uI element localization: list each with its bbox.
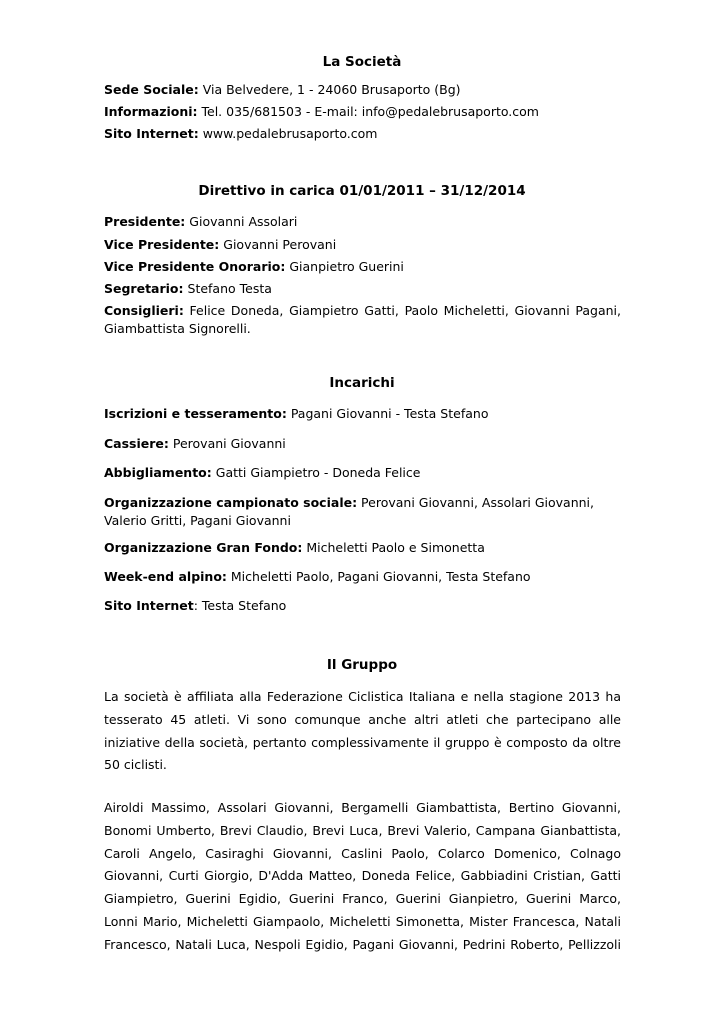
consiglieri-value: Felice Doneda, Giampietro Gatti, Paolo Micheletti, Giovanni Pagani, Giambattista Signorelli.	[104, 303, 621, 336]
presidente-row	[104, 213, 621, 231]
vice-presidente-onorario-value: Gianpietro Guerini	[285, 259, 404, 274]
segretario-value: Stefano Testa	[183, 281, 272, 296]
segretario-label: Segretario:	[104, 281, 184, 296]
consiglieri-label: Consiglieri:	[104, 303, 184, 318]
consiglieri-row	[104, 302, 621, 338]
week-end-alpino-label: Week-end alpino:	[104, 569, 227, 584]
sito-internet-label: Sito Internet:	[104, 126, 199, 141]
week-end-alpino-value: Micheletti Paolo, Pagani Giovanni, Testa Stefano	[226, 569, 531, 584]
presidente-label: Presidente:	[104, 214, 186, 229]
gran-fondo-value: Micheletti Paolo e Simonetta	[302, 540, 485, 555]
iscrizioni-label: Iscrizioni e tesseramento:	[104, 406, 287, 421]
sede-sociale-label: Sede Sociale:	[104, 82, 199, 97]
sede-sociale-row	[104, 81, 621, 99]
cassiere-value: Perovani Giovanni	[168, 436, 286, 451]
vice-presidente-row	[104, 236, 621, 254]
gruppo-members-paragraph: Airoldi Massimo, Assolari Giovanni, Bergamelli Giambattista, Bertino Giovanni, Bonomi Umberto, Brevi Claudio, Brevi Luca, Brevi Valerio, Campana Gianbattista, Caroli Angelo, Casiraghi Giovanni, Caslini Paolo, Colarco Domenico, Colnago Giovanni, Curti Giorgio, D'Adda Matteo, Doneda Felice, Gabbiadini Cristian, Gatti Giampietro, Guerini Egidio, Guerini Franco, Guerini Gianpietro, Guerini Marco, Lonni Mario, Micheletti Giampaolo, Micheletti Simonetta, Mister Francesca, Natali Francesco, Natali Luca, Nespoli Egidio, Pagani Giovanni, Pedrini Roberto, Pellizzoli	[104, 800, 621, 952]
section-heading-direttivo: Direttivo in carica 01/01/2011 – 31/12/2014	[198, 183, 526, 199]
vice-presidente-label: Vice Presidente:	[104, 237, 220, 252]
informazioni-row	[104, 103, 621, 121]
abbigliamento-row	[104, 464, 621, 482]
week-end-alpino-row	[104, 568, 621, 586]
abbigliamento-value: Gatti Giampietro - Doneda Felice	[211, 465, 421, 480]
incarichi-sito-internet-value: : Testa Stefano	[193, 598, 287, 613]
segretario-row	[104, 280, 621, 298]
campionato-sociale-value: Perovani Giovanni, Assolari Giovanni, Valerio Gritti, Pagani Giovanni	[104, 495, 594, 528]
section-heading-gruppo: Il Gruppo	[326, 657, 398, 673]
campionato-sociale-row	[104, 494, 594, 530]
cassiere-row	[104, 435, 621, 453]
informazioni-value: Tel. 035/681503 - E-mail: info@pedalebrusaporto.com	[197, 104, 539, 119]
vice-presidente-onorario-row	[104, 258, 621, 276]
sito-internet-row	[104, 125, 621, 143]
sede-sociale-value: Via Belvedere, 1 - 24060 Brusaporto (Bg)	[198, 82, 461, 97]
sito-internet-value: www.pedalebrusaporto.com	[198, 126, 378, 141]
section-heading-societa: La Società	[322, 54, 402, 70]
cassiere-label: Cassiere:	[104, 436, 169, 451]
abbigliamento-label: Abbigliamento:	[104, 465, 212, 480]
campionato-sociale-label: Organizzazione campionato sociale:	[104, 495, 358, 510]
informazioni-label: Informazioni:	[104, 104, 198, 119]
vice-presidente-value: Giovanni Perovani	[219, 237, 337, 252]
iscrizioni-value: Pagani Giovanni - Testa Stefano	[286, 406, 489, 421]
incarichi-sito-internet-label: Sito Internet	[104, 598, 194, 613]
gran-fondo-label: Organizzazione Gran Fondo:	[104, 540, 303, 555]
vice-presidente-onorario-label: Vice Presidente Onorario:	[104, 259, 286, 274]
incarichi-sito-internet-row	[104, 597, 621, 615]
presidente-value: Giovanni Assolari	[185, 214, 298, 229]
gruppo-intro-paragraph: La società è affiliata alla Federazione Ciclistica Italiana e nella stagione 2013 ha tesserato 45 atleti. Vi sono comunque anche altri atleti che partecipano alle iniziative della società, pertanto complessivamente il gruppo è composto da oltre 50 ciclisti.	[104, 689, 621, 773]
iscrizioni-row	[104, 405, 621, 423]
section-heading-incarichi: Incarichi	[329, 375, 395, 391]
gran-fondo-row	[104, 539, 621, 557]
